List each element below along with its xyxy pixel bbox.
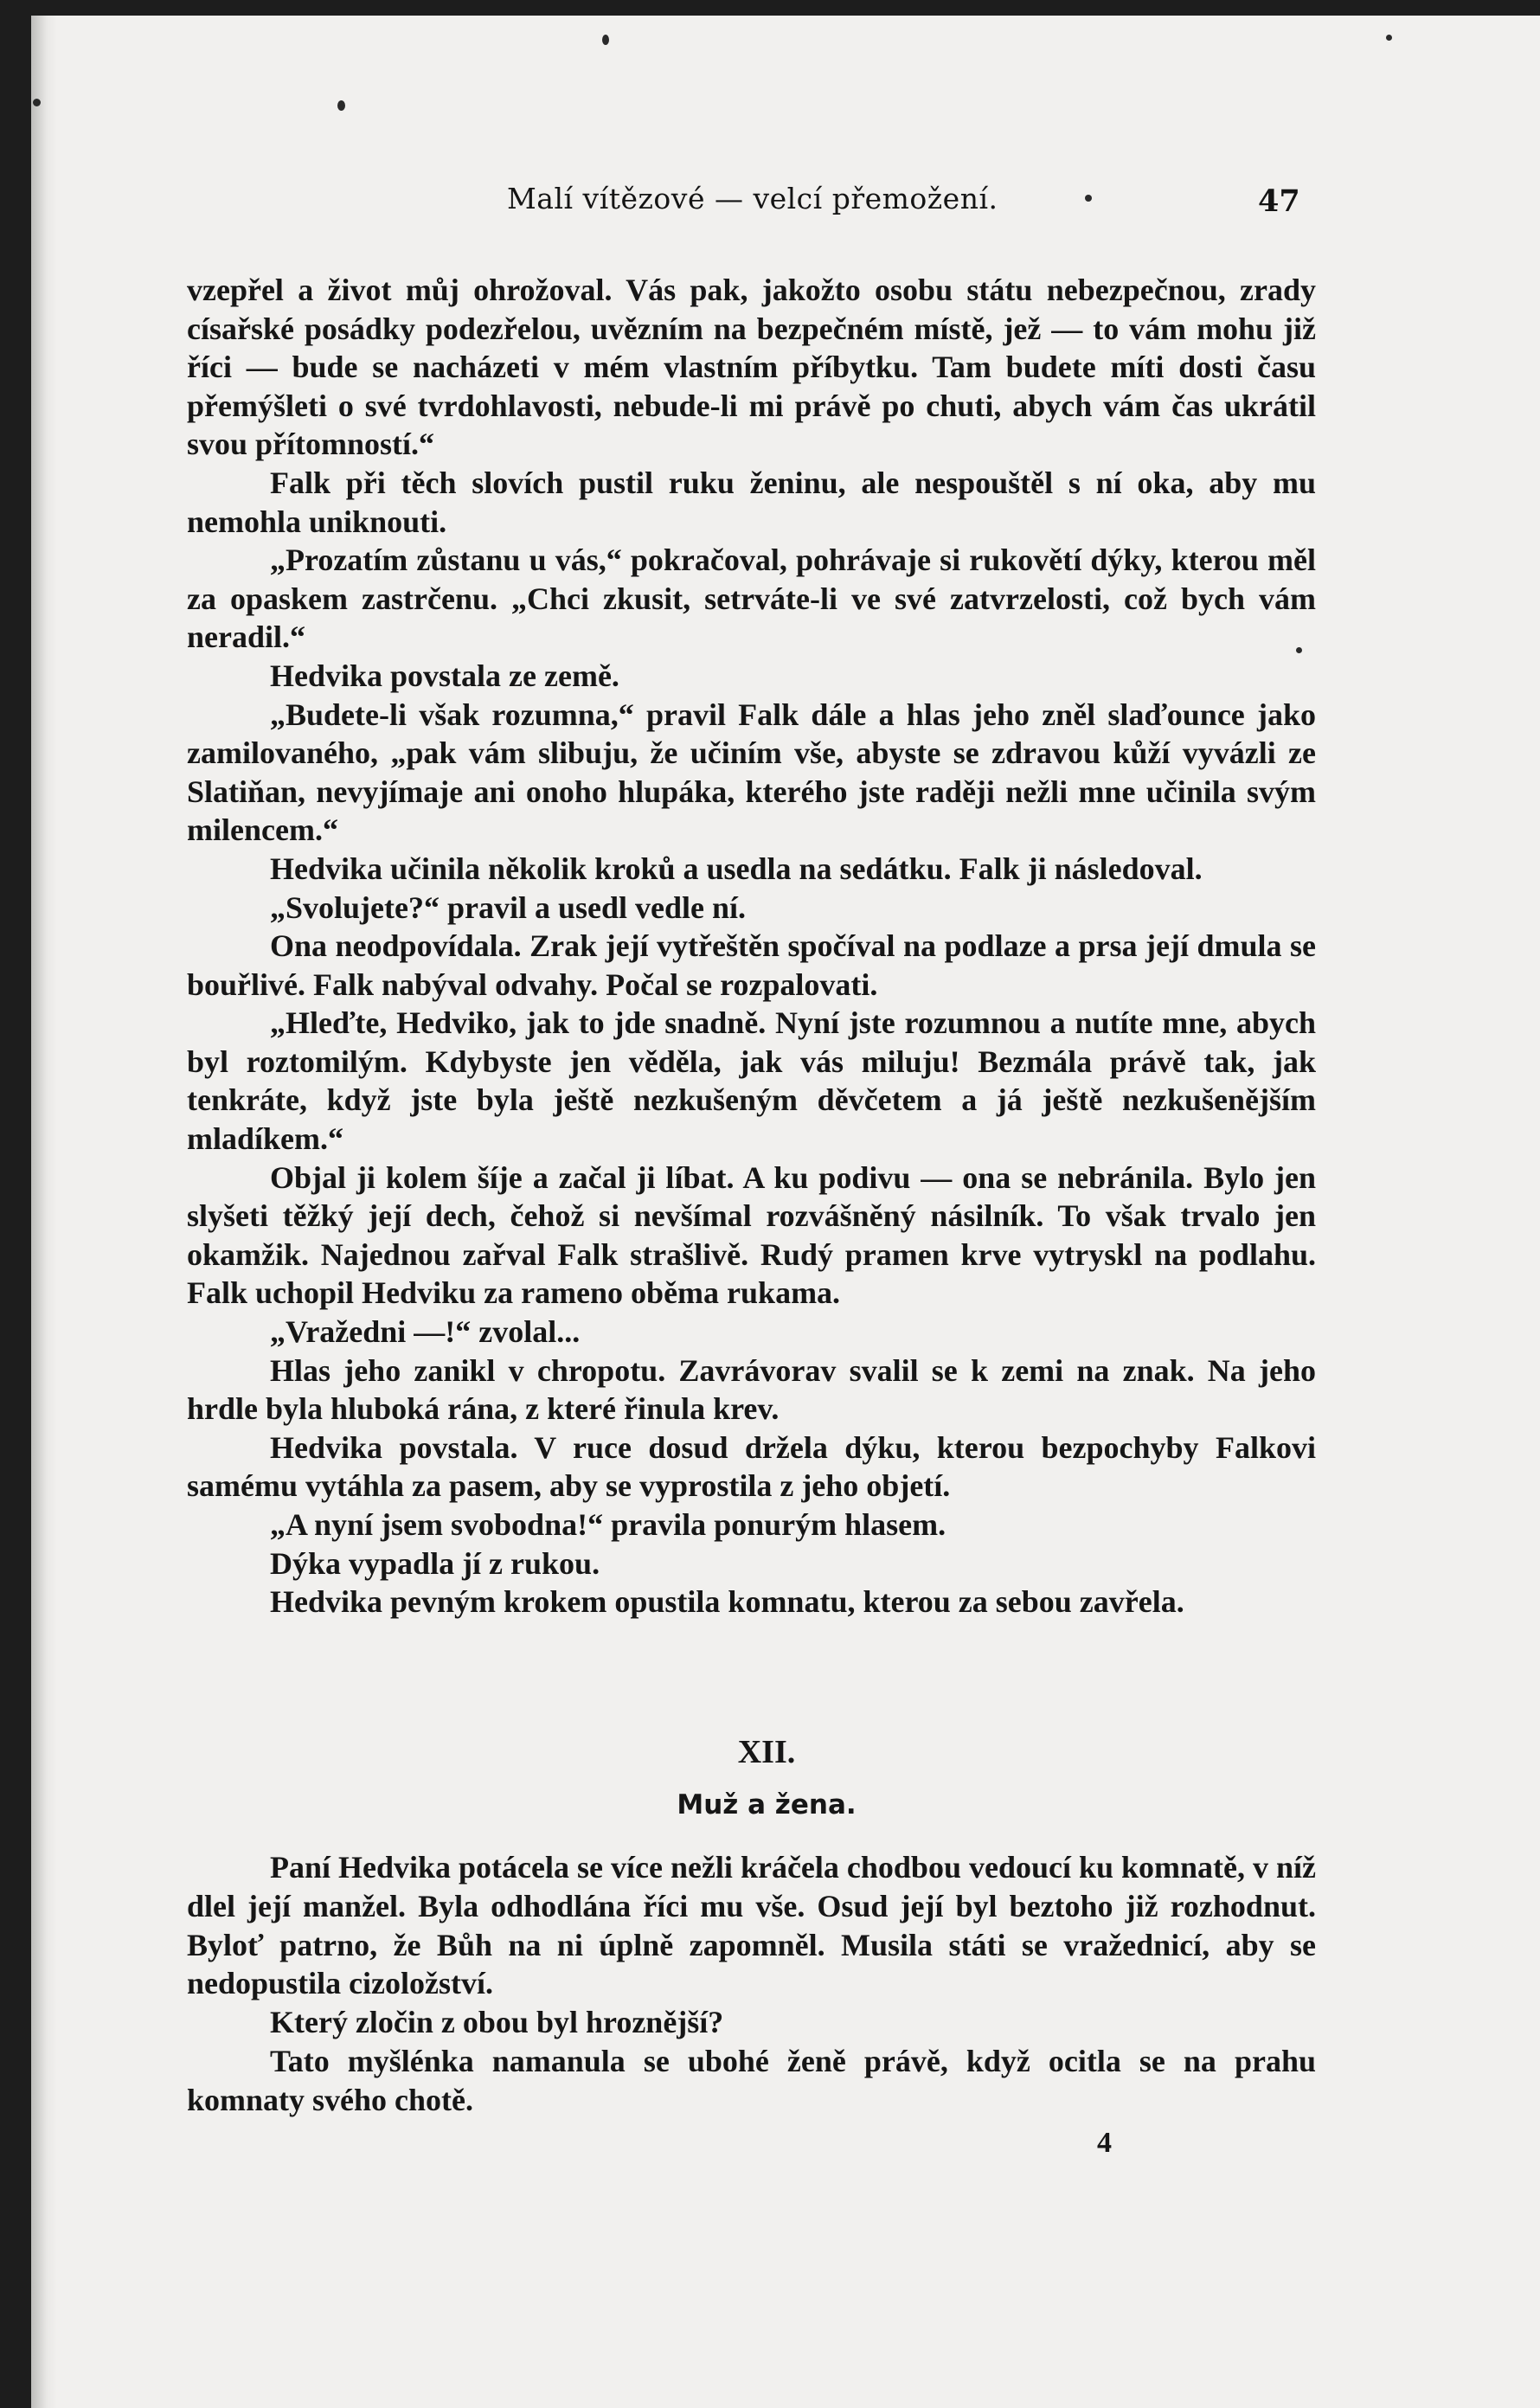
paragraph: vzepřel a život můj ohrožoval. Vás pak, jakožto osobu státu nebezpečnou, zrady císařské posádky podezřelou, uvězním na bezpečném místě, jež — to vám mohu již říci — bude se nacházeti v mém vlastním příbytku. Tam budete míti dosti času přemýšleti o své tvrdohlavosti, nebude-li mi právě po chuti, abych vám čas ukrátil svou přítomností.“ bbox=[187, 273, 1316, 462]
paragraph: Objal ji kolem šíje a začal ji líbat. A ku podivu — ona se nebránila. Bylo jen slyšeti těžký její dech, čehož si nevšímal rozvášněný násilník. To však trvalo jen okamžik. Najednou zařval Falk strašlivě. Rudý pramen krve vytryskl na podlahu. Falk uchopil Hedviku za rameno oběma rukama. bbox=[187, 1159, 1316, 1311]
page-gutter-shadow bbox=[31, 16, 57, 2408]
page-number: 47 bbox=[1258, 183, 1300, 219]
paragraph: Hedvika učinila několik kroků a usedla na sedátku. Falk ji následoval. bbox=[270, 851, 1203, 886]
paragraph: „A nyní jsem svobodna!“ pravila ponurým hlasem. bbox=[270, 1507, 946, 1542]
paragraph: Hedvika povstala. V ruce dosud držela dýku, kterou bezpochyby Falkovi samému vytáhla za pasem, aby se vyprostila z jeho objetí. bbox=[187, 1429, 1316, 1504]
book-page bbox=[31, 16, 1540, 2408]
print-speck bbox=[33, 99, 41, 106]
paragraph: Tato myšlénka namanula se ubohé ženě právě, když ocitla se na prahu komnaty svého chotě. bbox=[187, 2043, 1316, 2117]
running-header bbox=[31, 171, 1540, 223]
running-title: Malí vítězové — velcí přemožení. bbox=[507, 182, 998, 215]
chapter-number: XII. bbox=[737, 1734, 796, 1770]
body-text bbox=[187, 271, 1316, 1621]
print-speck bbox=[602, 35, 609, 45]
paragraph: „Hleďte, Hedviko, jak to jde snadně. Nyní jste rozumnou a nutíte mne, abych byl roztomilým. Kdybyste jen věděla, jak vás miluju! Bezmála právě tak, jak tenkráte, když jste byla ještě nezkušeným děvčetem a já ještě nezkušenějším mladíkem.“ bbox=[187, 1005, 1316, 1157]
paragraph: Který zločin z obou byl hroznější? bbox=[270, 2005, 724, 2040]
paragraph: Hlas jeho zanikl v chropotu. Zavrávorav svalil se k zemi na znak. Na jeho hrdle byla hluboká rána, z které řinula krev. bbox=[187, 1352, 1316, 1427]
paragraph: Falk při těch slovích pustil ruku ženinu, ale nespouštěl s ní oka, aby mu nemohla uniknouti. bbox=[187, 465, 1316, 539]
paragraph: „Prozatím zůstanu u vás,“ pokračoval, pohrávaje si rukovětí dýky, kterou měl za opaskem zastrčenu. „Chci zkusit, setrváte-li ve své zatvrzelosti, což bych vám neradil.“ bbox=[187, 543, 1316, 655]
chapter-text bbox=[187, 1848, 1316, 2120]
paragraph: Ona neodpovídala. Zrak její vytřeštěn spočíval na podlaze a prsa její dmula se bouřlivé. Falk nabýval odvahy. Počal se rozpalovati. bbox=[187, 928, 1316, 1002]
paragraph: „Budete-li však rozumna,“ pravil Falk dále a hlas jeho zněl slaďounce jako zamilovaného, „pak vám slibuju, že učiním vše, abyste se zdravou kůží vyvázli ze Slatiňan, nevyjímaje ani onoho hlupáka, kterého jste raději nežli mne učinila svým milencem.“ bbox=[187, 697, 1316, 848]
signature-mark: 4 bbox=[1097, 2127, 1112, 2159]
paragraph: Dýka vypadla jí z rukou. bbox=[270, 1545, 600, 1581]
paragraph: Hedvika pevným krokem opustila komnatu, kterou za sebou zavřela. bbox=[270, 1584, 1184, 1620]
print-speck bbox=[1386, 35, 1392, 41]
paragraph: Hedvika povstala ze země. bbox=[270, 658, 619, 693]
paragraph: „Vražedni —!“ zvolal... bbox=[270, 1314, 581, 1350]
paragraph: „Svolujete?“ pravil a usedl vedle ní. bbox=[270, 889, 747, 925]
paragraph: Paní Hedvika potácela se více nežli kráčela chodbou vedoucí ku komnatě, v níž dlel její manžel. Byla odhodlána říci mu vše. Osud její byl beztoho již rozhodnut. Byloť patrno, že Bůh na ni úplně zapomněl. Musila státi se vražednicí, aby se nedopustila cizoložství. bbox=[187, 1850, 1317, 2001]
chapter-title: Muž a žena. bbox=[677, 1789, 857, 1820]
print-speck bbox=[337, 100, 345, 111]
